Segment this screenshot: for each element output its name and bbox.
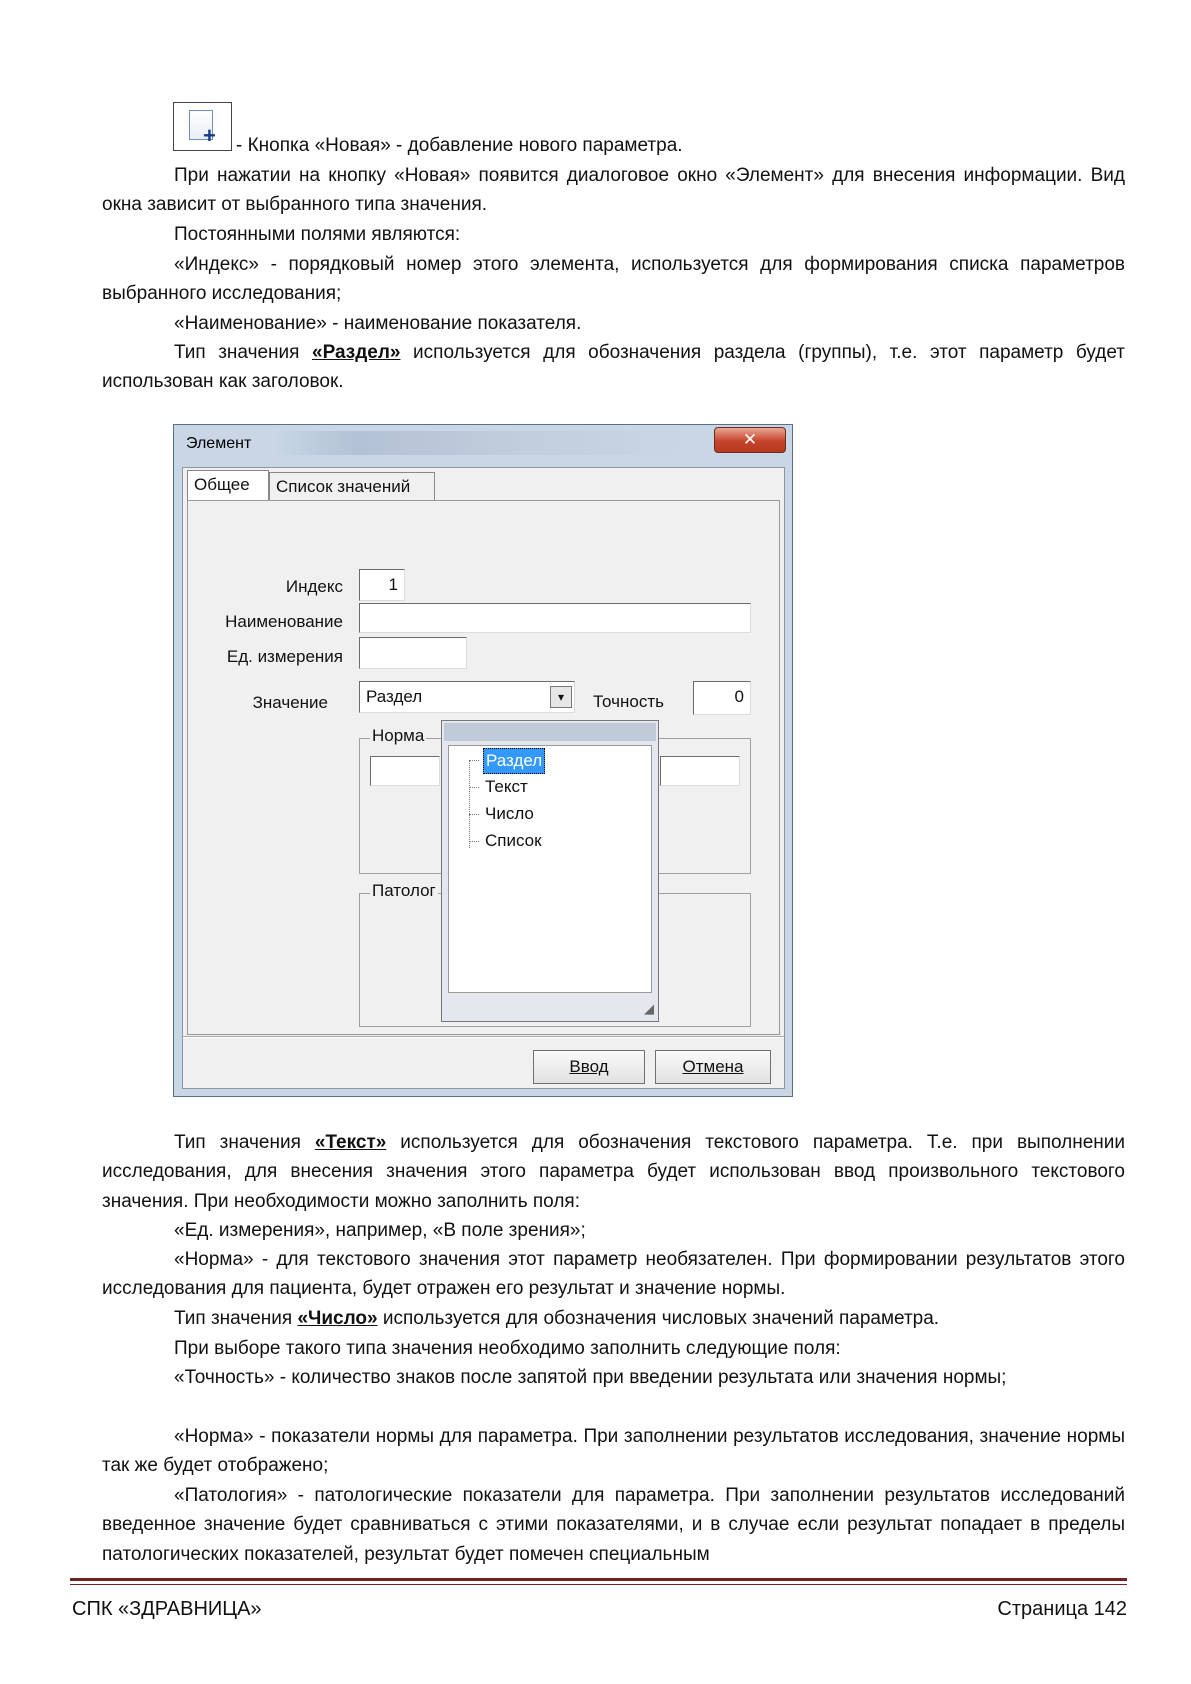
precision-label: Точность <box>593 692 664 711</box>
dropdown-tree <box>448 745 652 993</box>
text-span: Тип значения <box>174 1308 298 1329</box>
paragraph-3: «Индекс» - порядковый номер этого элемента, используется для формирования списка параметров выбранного исследования; <box>102 254 1125 305</box>
ok-button[interactable] <box>533 1050 645 1084</box>
intro-line: - Кнопка «Новая» - добавление нового параметра. <box>236 135 683 156</box>
text-span: Тип значения <box>174 342 312 363</box>
term-chislo: «Число» <box>297 1308 378 1329</box>
cancel-button[interactable] <box>655 1050 771 1084</box>
tree-connector <box>469 760 470 848</box>
paragraph-8: «Норма» - для текстового значения этот параметр необязателен. При формировании результатов этого исследования для пациента, будет отражен его результат и значение нормы. <box>102 1249 1125 1300</box>
value-label: Значение <box>252 693 328 712</box>
text-span: Тип значения <box>174 1132 315 1153</box>
footer-rule-thin <box>70 1584 1127 1585</box>
footer-rule-thick <box>70 1578 1127 1581</box>
term-razdel: «Раздел» <box>312 342 401 363</box>
value-combobox[interactable] <box>359 681 575 713</box>
cancel-button-label: Отмена <box>682 1057 744 1076</box>
button-separator <box>183 1036 784 1038</box>
tree-branch <box>469 841 479 842</box>
chevron-down-icon[interactable]: ▾ <box>550 686 572 708</box>
paragraph-4: «Наименование» - наименование показателя. <box>174 313 582 334</box>
dialog-title: Элемент <box>186 435 252 452</box>
footer-page-number: Страница 142 <box>997 1598 1127 1620</box>
norm-max-input[interactable] <box>660 756 740 786</box>
pathology-group-caption: Патолог <box>372 881 436 900</box>
norm-min-input[interactable] <box>370 756 440 786</box>
tab-value-list[interactable]: Список значений <box>269 472 435 500</box>
norm-group-caption: Норма <box>372 726 425 745</box>
paragraph-13: «Патология» - патологические показатели для параметра. При заполнении результатов исследований введенное значение будет сравниваться с этими показателями, и в случае если результат попадает в пределы патологических показателей, результат будет помечен специальным <box>102 1485 1125 1565</box>
new-document-icon <box>173 102 232 151</box>
resize-grip-icon[interactable]: ◢ <box>644 1001 654 1016</box>
text-span: используется для обозначения текстового параметра. Т.е. при выполнении исследования, для внесения значения этого параметра будет использован ввод произвольного текстового значения. При необходимости можно заполнить поля: <box>102 1132 1125 1212</box>
dropdown-option-tekst[interactable]: Текст <box>485 777 528 796</box>
plus-icon: + <box>203 123 216 148</box>
term-tekst: «Текст» <box>314 1132 387 1153</box>
value-dropdown-list <box>441 720 659 1022</box>
paragraph-9 <box>102 1304 1125 1333</box>
precision-input[interactable]: 0 <box>693 681 751 715</box>
close-button[interactable]: ✕ <box>714 427 786 453</box>
paragraph-10: При выборе такого типа значения необходимо заполнить следующие поля: <box>174 1338 841 1359</box>
element-dialog <box>173 424 793 1097</box>
value-combobox-text: Раздел <box>366 687 423 706</box>
dialog-client-area <box>182 467 785 1089</box>
tree-branch <box>469 787 479 788</box>
tab-general[interactable]: Общее <box>187 470 269 502</box>
paragraph-1: При нажатии на кнопку «Новая» появится диалоговое окно «Элемент» для внесения информации. Вид окна зависит от выбранного типа значения. <box>102 165 1125 216</box>
title-blur <box>274 431 694 455</box>
ok-button-label: Ввод <box>569 1057 609 1076</box>
tab-panel-general <box>187 500 780 1035</box>
text-span: используется для обозначения числовых значений параметра. <box>377 1308 940 1329</box>
unit-label: Ед. измерения <box>226 647 343 666</box>
tree-branch <box>469 814 479 815</box>
index-input[interactable]: 1 <box>359 569 405 601</box>
paragraph-5 <box>102 338 1125 397</box>
dropdown-option-spisok[interactable]: Список <box>485 831 542 850</box>
name-input[interactable] <box>359 603 751 633</box>
text-span: используется для обозначения раздела (группы), т.е. этот параметр будет использован как заголовок. <box>102 342 1125 393</box>
dropdown-header <box>444 723 656 741</box>
name-label: Наименование <box>225 612 343 631</box>
unit-input[interactable] <box>359 637 467 669</box>
footer-company: СПК «ЗДРАВНИЦА» <box>72 1598 262 1620</box>
dropdown-option-razdel[interactable]: Раздел <box>483 748 545 774</box>
index-label: Индекс <box>285 577 343 596</box>
tree-branch <box>469 760 479 761</box>
paragraph-7: «Ед. измерения», например, «В поле зрения»; <box>174 1220 586 1241</box>
paragraph-6 <box>102 1128 1125 1216</box>
dropdown-option-chislo[interactable]: Число <box>485 804 534 823</box>
paragraph-2: Постоянными полями являются: <box>174 224 461 245</box>
paragraph-12: «Норма» - показатели нормы для параметра. При заполнении результатов исследования, значение нормы так же будет отображено; <box>102 1426 1125 1477</box>
paragraph-11: «Точность» - количество знаков после запятой при введении результата или значения нормы; <box>174 1367 1007 1388</box>
